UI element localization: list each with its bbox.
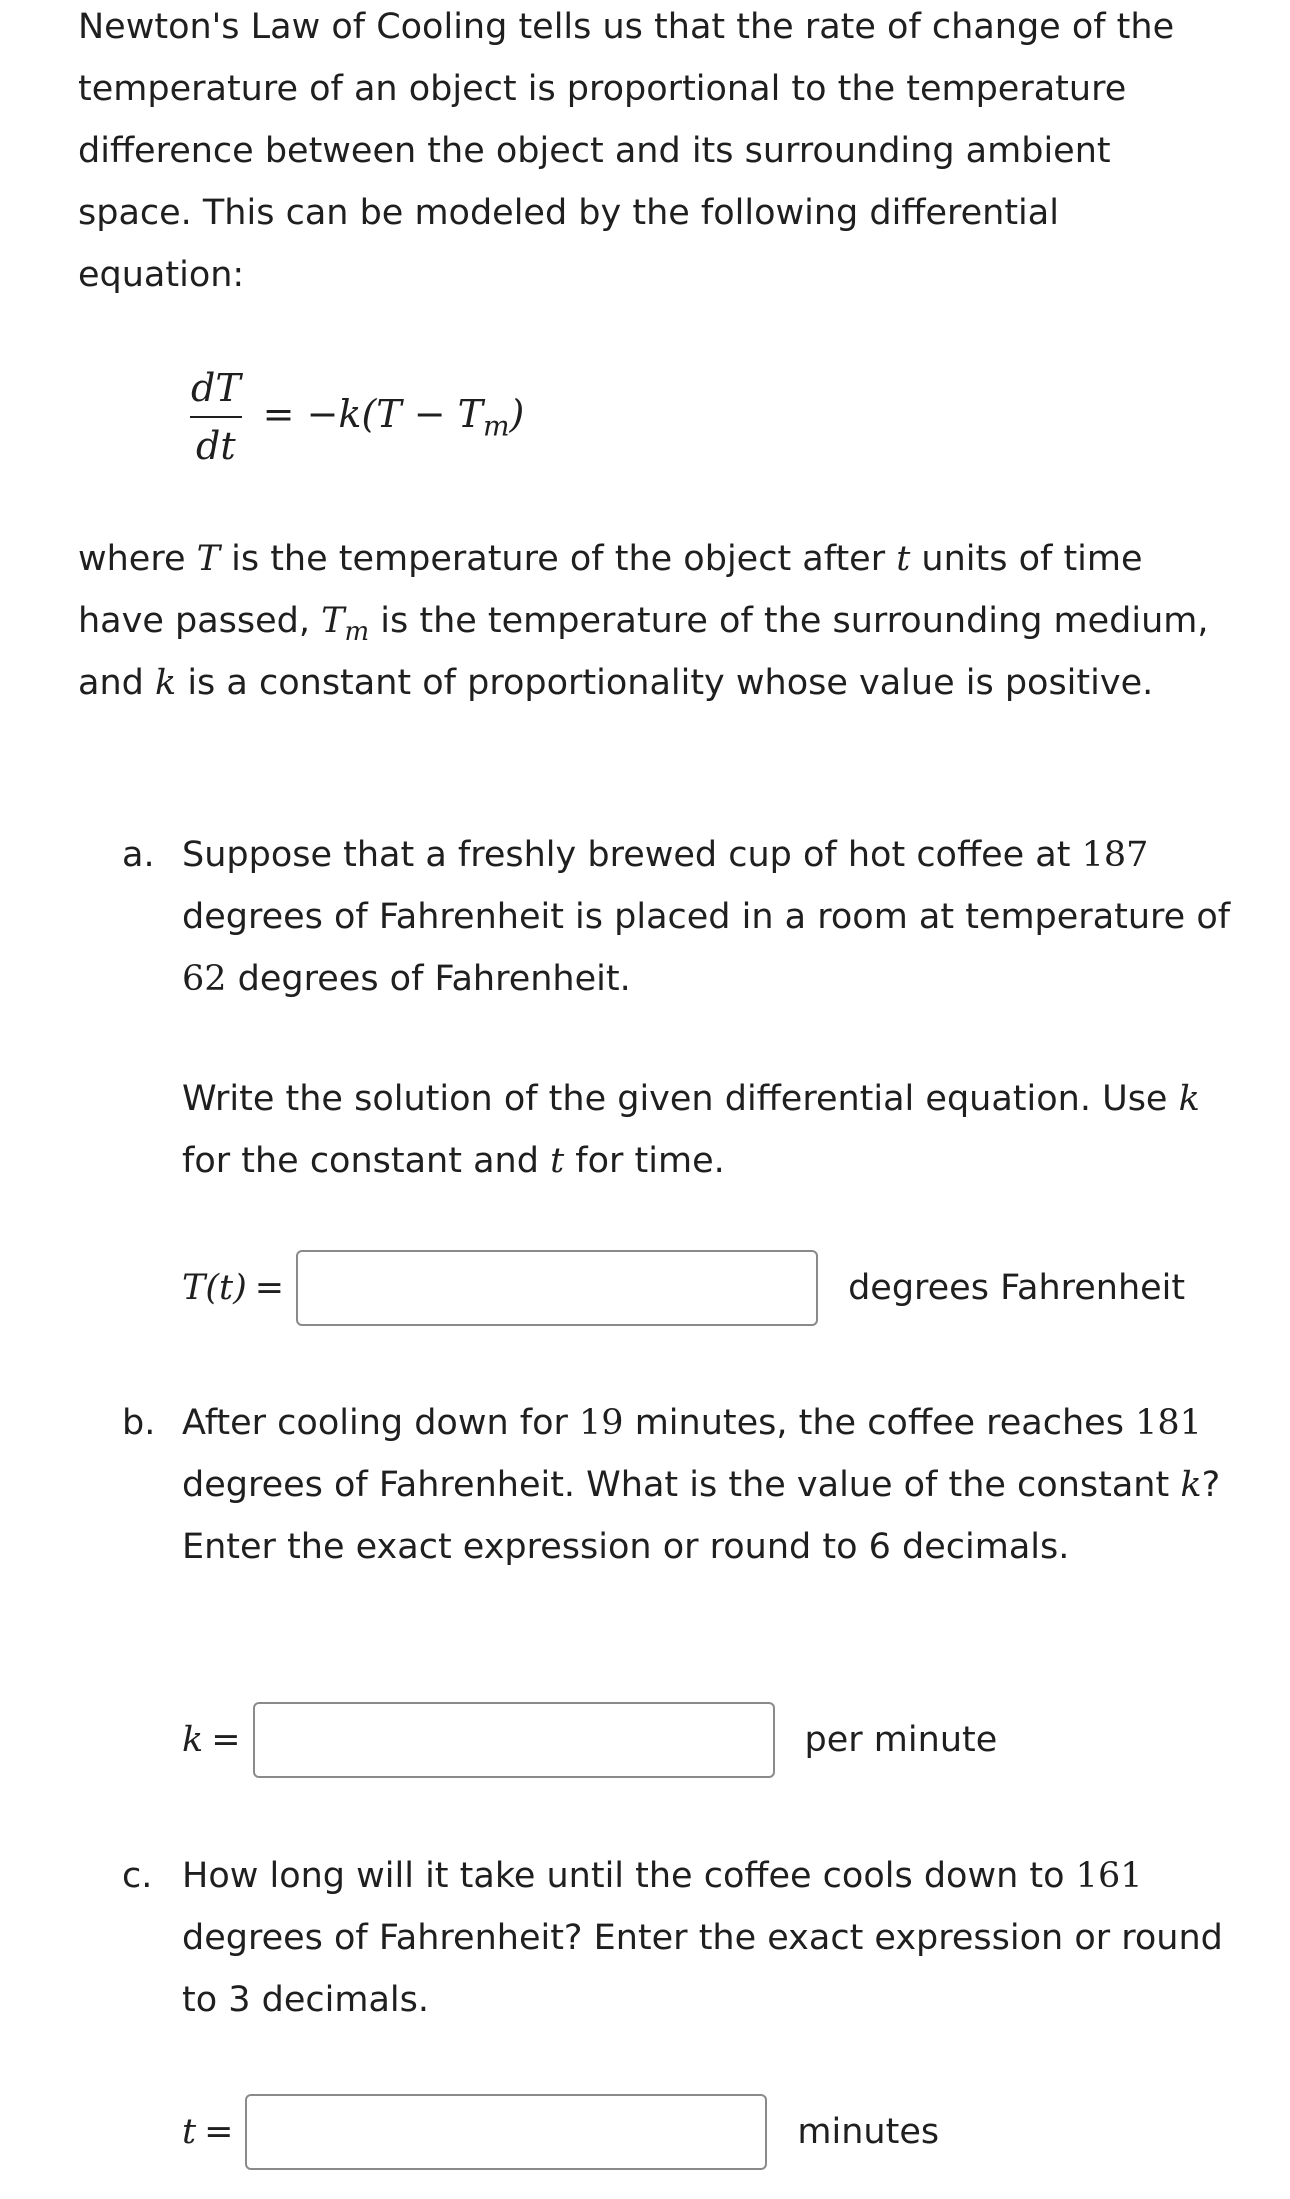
where-text-2: is the temperature of the object after	[219, 539, 897, 579]
k-value-input[interactable]	[253, 1702, 775, 1778]
part-a-instr-3: for time.	[564, 1141, 725, 1181]
part-a-instr-t: t	[550, 1141, 565, 1181]
where-text-3: units of time have passed,	[78, 539, 1143, 641]
part-b-text-2: minutes, the coffee reaches	[623, 1403, 1136, 1443]
part-c-answer-label	[182, 2112, 233, 2152]
part-a-room-temp: 62	[182, 959, 227, 999]
where-text-4: is the temperature of the surrounding medium, and	[78, 601, 1209, 703]
part-a-label-text: T(t)	[182, 1268, 247, 1308]
part-c-temp: 161	[1075, 1856, 1143, 1896]
part-a-instructions	[122, 1068, 1232, 1192]
part-a-marker: a.	[122, 835, 155, 875]
equation-rhs	[263, 392, 525, 443]
part-b-text-1: After cooling down for	[182, 1403, 580, 1443]
part-a-text-1: Suppose that a freshly brewed cup of hot coffee at	[182, 835, 1082, 875]
part-c	[122, 1845, 1232, 2031]
part-b-temp: 181	[1135, 1403, 1202, 1443]
equation-rhs-subscript: m	[482, 409, 510, 443]
part-a-text-3: degrees of Fahrenheit.	[226, 959, 631, 999]
part-a-initial-temp: 187	[1081, 835, 1149, 875]
part-a-unit: degrees Fahrenheit	[848, 1268, 1186, 1308]
var-Tm-subscript: m	[344, 617, 370, 647]
equation-rhs-close: )	[509, 391, 525, 436]
part-b-unit: per minute	[804, 1720, 998, 1760]
fraction-numerator: dT	[191, 366, 241, 410]
where-text-1: where	[78, 539, 197, 579]
part-b-answer-row	[182, 1702, 997, 1778]
part-a-answer-label	[182, 1268, 284, 1308]
part-a-instr-k: k	[1178, 1079, 1200, 1119]
part-b-text-3: degrees of Fahrenheit. What is the value of the constant	[182, 1465, 1181, 1505]
part-b-minutes: 19	[579, 1403, 624, 1443]
where-text-5: is a constant of proportionality whose value is positive.	[176, 663, 1154, 703]
part-a-answer-row	[182, 1250, 1185, 1326]
part-a-equals: =	[254, 1268, 285, 1308]
temperature-function-input[interactable]	[296, 1250, 818, 1326]
part-a-text-2: degrees of Fahrenheit is placed in a room at temperature of	[182, 897, 1231, 937]
part-c-label-text: t	[182, 2112, 197, 2152]
var-k: k	[154, 663, 177, 703]
part-c-marker: c.	[122, 1856, 153, 1896]
part-c-answer-row	[182, 2094, 939, 2170]
time-input[interactable]	[245, 2094, 767, 2170]
part-b-text-4: ? Enter the exact expression or round to 6 decimals.	[182, 1465, 1221, 1567]
part-a-instructions-text	[182, 1068, 1232, 1192]
part-b-statement	[182, 1392, 1232, 1578]
derivative-fraction	[185, 366, 247, 468]
part-b-k: k	[1180, 1465, 1202, 1505]
part-b-marker: b.	[122, 1403, 156, 1443]
differential-equation	[185, 352, 524, 482]
variable-definitions	[78, 528, 1228, 714]
part-c-text-2: degrees of Fahrenheit? Enter the exact expression or round to 3 decimals.	[182, 1918, 1223, 2020]
part-b	[122, 1392, 1232, 1578]
part-a-instr-2: for the constant and	[182, 1141, 551, 1181]
part-b-answer-label	[182, 1720, 241, 1760]
var-t: t	[896, 539, 911, 579]
part-c-unit: minutes	[797, 2112, 940, 2152]
intro-paragraph	[78, 0, 1228, 306]
part-a-statement	[182, 824, 1232, 1010]
fraction-denominator: dt	[190, 416, 242, 468]
part-b-label-text: k	[182, 1720, 204, 1760]
var-Tm: T	[321, 601, 345, 641]
part-b-equals: =	[211, 1720, 241, 1760]
intro-text: Newton's Law of Cooling tells us that the rate of change of the temperature of an object is proportional to the temperature difference between the object and its surrounding ambient space. This can be modeled by the following differential equation:	[78, 7, 1175, 295]
var-T: T	[196, 539, 220, 579]
part-a-instr-1: Write the solution of the given differential equation. Use	[182, 1079, 1179, 1119]
part-c-equals: =	[204, 2112, 234, 2152]
part-a	[122, 824, 1232, 1010]
part-c-statement	[182, 1845, 1232, 2031]
part-c-text-1: How long will it take until the coffee cools down to	[182, 1856, 1076, 1896]
equation-rhs-main: = −k(T − T	[262, 391, 483, 436]
